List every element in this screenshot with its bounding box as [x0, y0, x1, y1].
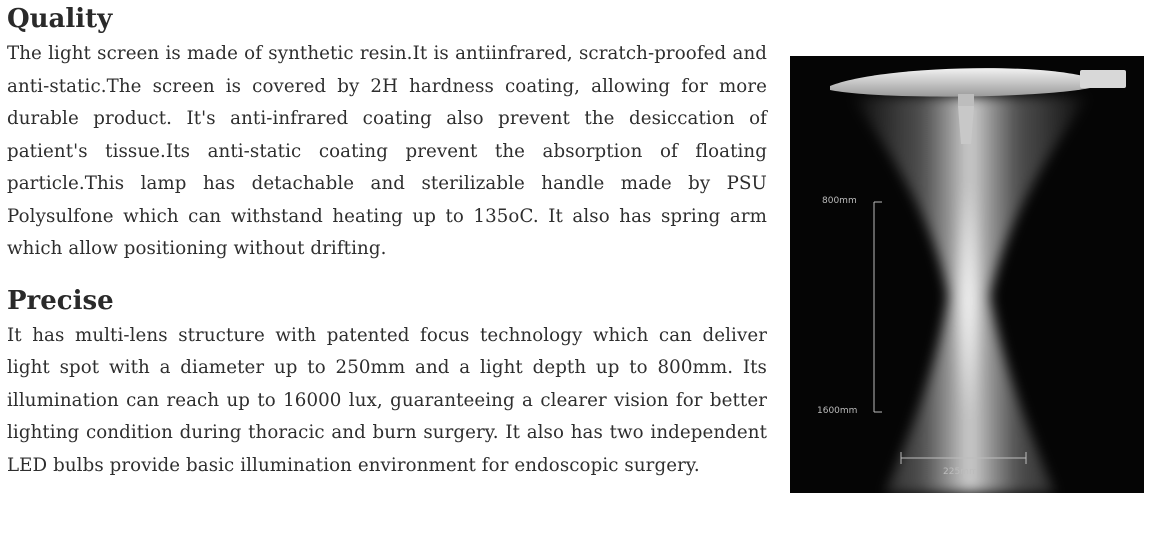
text-column [7, 0, 767, 482]
quality-paragraph: The light screen is made of synthetic resin.It is antiinfrared, scratch-proofed and anti-static.The screen is covered by 2H hardness coating, allowing for more durable product. It's anti-infrared coating also prevent the desiccation of patient's tissue.Its anti-static coating prevent the absorption of floating particle.This lamp has detachable and sterilizable handle made by PSU Polysulfone which can withstand heating up to 135oC. It also has spring arm which allow positioning without drifting. [7, 43, 767, 259]
spot-width-label: 225mm [943, 467, 978, 477]
depth-bottom-label: 1600mm [817, 406, 858, 416]
lamp-beam-illustration [790, 56, 1144, 493]
precise-paragraph: It has multi-lens structure with patented focus technology which can deliver light spot with a diameter up to 250mm and a light depth up to 800mm. Its illumination can reach up to 16000 lux, guaranteeing a clearer vision for better lighting condition during thoracic and burn surgery. It also has two independent LED bulbs provide basic illumination environment for endoscopic surgery. [7, 324, 767, 476]
depth-top-label: 800mm [822, 196, 857, 206]
quality-heading: Quality [7, 4, 113, 34]
surgical-lamp-photo [790, 56, 1144, 493]
lamp-head [830, 68, 1090, 96]
precise-heading: Precise [7, 285, 114, 316]
